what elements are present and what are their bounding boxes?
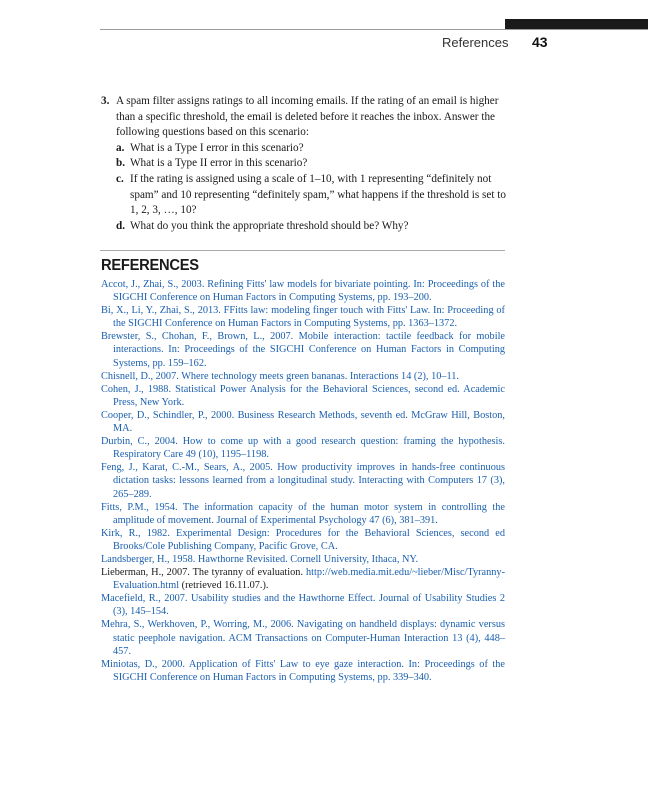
exercise-3 xyxy=(101,94,511,234)
exercise-item-letter: a. xyxy=(116,141,125,154)
exercise-item-d xyxy=(101,219,511,235)
exercise-item-text: If the rating is assigned using a scale of 1–10, with 1 representing “definitely not spam” and 10 representing “definitely spam,” what happens if the threshold is set to 1, 2, 3, …, 10? xyxy=(130,172,506,217)
references-list xyxy=(101,278,505,684)
exercise-item-text: What do you think the appropriate threshold should be? Why? xyxy=(130,219,409,232)
exercise-item-text: What is a Type I error in this scenario? xyxy=(130,141,304,154)
references-heading: REFERENCES xyxy=(101,257,199,274)
exercise-item-letter: d. xyxy=(116,219,126,232)
reference-cooper-2000: Cooper, D., Schindler, P., 2000. Business Research Methods, seventh ed. McGraw Hill, Boston, MA. xyxy=(101,409,505,435)
running-head: References xyxy=(442,35,509,50)
exercise-item-letter: c. xyxy=(116,172,124,185)
reference-brewster-2007: Brewster, S., Chohan, F., Brown, L., 2007. Mobile interaction: tactile feedback for mobile interactions. In: Proceedings of the SIGCHI Conference on Human Factors in Computing Systems, pp. 159–162. xyxy=(101,331,505,369)
reference-bi-2013: Bi, X., Li, Y., Zhai, S., 2013. FFitts law: modeling finger touch with Fitts' Law. In: Proceeding of the SIGCHI Conference on Human Factors in Computing Systems, pp. 1363–1372. xyxy=(101,305,505,330)
reference-cohen-1988: Cohen, J., 1988. Statistical Power Analysis for the Behavioral Sciences, second ed. Academic Press, New York. xyxy=(101,383,505,408)
reference-landsberger-1958: Landsberger, H., 1958. Hawthorne Revisited. Cornell University, Ithaca, NY. xyxy=(101,553,419,565)
reference-durbin-2004: Durbin, C., 2004. How to come up with a good research question: framing the hypothesis. Respiratory Care 49 (10), 1195–1198. xyxy=(101,436,505,461)
exercise-number: 3. xyxy=(101,95,110,107)
reference-miniotas-2000: Miniotas, D., 2000. Application of Fitts' Law to eye gaze interaction. In: Proceedings of the SIGCHI Conference on Human Factors in Computing Systems, pp. 339–340. xyxy=(101,658,505,683)
header-rule xyxy=(100,29,648,30)
reference-fitts-1954: Fitts, P.M., 1954. The information capacity of the human motor system in controlling the amplitude of movement. Journal of Experimental Psychology 47 (6), 381–391. xyxy=(101,501,505,526)
exercise-item-c xyxy=(101,172,511,219)
exercise-item-b xyxy=(101,156,511,172)
reference-macefield-2007: Macefield, R., 2007. Usability studies and the Hawthorne Effect. Journal of Usability Studies 2 (3), 145–154. xyxy=(101,593,505,618)
exercise-item-text: What is a Type II error in this scenario? xyxy=(130,157,308,170)
reference-lieberman-text: Lieberman, H., 2007. The tyranny of evaluation. xyxy=(101,567,306,579)
reference-lieberman-retrieved: (retrieved 16.11.07.). xyxy=(179,580,269,592)
exercise-item-letter: b. xyxy=(116,157,126,170)
exercise-item-a xyxy=(101,141,511,157)
reference-chisnell-2007: Chisnell, D., 2007. Where technology meets green bananas. Interactions 14 (2), 10–11. xyxy=(101,370,460,382)
reference-lieberman-link[interactable]: http://web.media.mit.edu/~lieber/Misc/Tyranny-Evaluation.html xyxy=(113,567,505,592)
page-number: 43 xyxy=(532,34,548,50)
reference-accot-2003: Accot, J., Zhai, S., 2003. Refining Fitts' law models for bivariate pointing. In: Proceedings of the SIGCHI Conference on Human Factors in Computing Systems, pp. 193–200. xyxy=(101,279,505,304)
exercise-text: A spam filter assigns ratings to all incoming emails. If the rating of an email is higher than a specific threshold, the email is deleted before it reaches the inbox. Answer the following questions based on this scenario: xyxy=(116,95,499,139)
reference-lieberman-2007 xyxy=(101,566,505,592)
reference-mehra-2006: Mehra, S., Werkhoven, P., Worring, M., 2006. Navigating on handheld displays: dynamic versus static peephole navigation. ACM Transactions on Computer-Human Interaction 13 (4), 448–457. xyxy=(101,619,505,657)
reference-kirk-1982: Kirk, R., 1982. Experimental Design: Procedures for the Behavioral Sciences, second ed Brooks/Cole Publishing Company, Pacific Grove, CA. xyxy=(101,527,505,552)
exercise-question xyxy=(101,94,511,141)
reference-feng-2005: Feng, J., Karat, C.-M., Sears, A., 2005. How productivity improves in hands-free continuous dictation tasks: lessons learned from a longitudinal study. Interacting with Computers 17 (3), 265–289. xyxy=(101,462,505,500)
section-rule xyxy=(100,250,505,251)
header-bar xyxy=(505,19,648,29)
